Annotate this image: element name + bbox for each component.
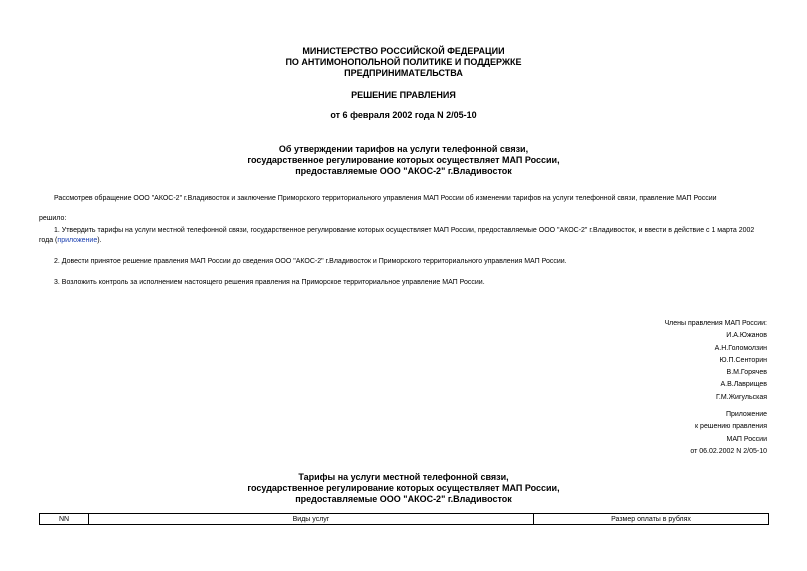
column-header-price: Размер оплаты в рублях <box>534 514 769 525</box>
tariff-title-line-2: государственное регулирование которых осуществляет МАП России, <box>247 483 560 493</box>
subject-line-1: Об утверждении тарифов на услуги телефонной связи, <box>278 144 529 154</box>
appendix-link[interactable]: приложение <box>57 237 98 244</box>
board-member-name: И.А.Южанов <box>726 332 767 340</box>
document-date: от 6 февраля 2002 года N 2/05-10 <box>330 110 477 120</box>
ministry-header <box>0 46 807 79</box>
subject-line-3: предоставляемые ООО "АКОС-2" г.Владивосток <box>295 166 512 176</box>
document-type: РЕШЕНИЕ ПРАВЛЕНИЯ <box>351 90 456 100</box>
board-member-name: А.В.Лаврищев <box>720 381 767 389</box>
document-subject <box>0 144 807 177</box>
decision-item-2: 2. Довести принятое решение правления МАП России до сведения ООО "АКОС-2" г.Владивосток и Приморского территориального управления МАП России. <box>54 258 567 265</box>
ministry-line-3: ПРЕДПРИНИМАТЕЛЬСТВА <box>344 68 463 78</box>
ministry-line-1: МИНИСТЕРСТВО РОССИЙСКОЙ ФЕДЕРАЦИИ <box>302 46 505 56</box>
board-members-heading: Члены правления МАП России: <box>664 320 767 327</box>
board-members <box>664 318 767 404</box>
decision-item-1 <box>39 226 770 246</box>
decision-item-1-text: 1. Утвердить тарифы на услуги местной телефонной связи, государственное регулирование которых осуществляет МАП России, предоставляемые ООО "АКОС-2" г.Владивосток, и ввести в действие с 1 марта 2002 года ( <box>39 227 755 244</box>
board-member-name: Г.М.Жигульская <box>715 393 767 401</box>
tariff-title-line-3: предоставляемые ООО "АКОС-2" г.Владивосток <box>295 494 512 504</box>
column-header-nn: NN <box>40 514 89 525</box>
column-header-services: Виды услуг <box>89 514 534 525</box>
tariff-title-line-1: Тарифы на услуги местной телефонной связи, <box>298 472 509 482</box>
appendix-ref-line-4: от 06.02.2002 N 2/05-10 <box>690 447 767 455</box>
tariff-title <box>0 472 807 505</box>
appendix-ref-line-3: МАП России <box>726 435 767 443</box>
appendix-ref-line-2: к решению правления <box>695 423 767 431</box>
board-member-name: Ю.П.Сенторин <box>719 356 767 364</box>
appendix-reference <box>690 409 767 458</box>
ministry-line-2: ПО АНТИМОНОПОЛЬНОЙ ПОЛИТИКЕ И ПОДДЕРЖКЕ <box>285 57 522 67</box>
appendix-ref-line-1: Приложение <box>725 411 767 418</box>
decision-item-3: 3. Возложить контроль за исполнением настоящего решения правления на Приморское территориальное управление МАП России. <box>54 279 485 286</box>
intro-paragraph: Рассмотрев обращение ООО "АКОС-2" г.Владивосток и заключение Приморского территориального управления МАП России об изменении тарифов на услуги телефонной связи, правление МАП России <box>54 195 717 202</box>
table-header-row <box>40 514 769 525</box>
resolved-label: решило: <box>39 215 67 222</box>
subject-line-2: государственное регулирование которых осуществляет МАП России, <box>247 155 560 165</box>
tariff-table <box>39 513 769 525</box>
board-member-name: В.М.Горячев <box>726 369 767 377</box>
board-member-name: А.Н.Голомолзин <box>714 344 767 352</box>
decision-item-1-end: ). <box>97 237 102 244</box>
